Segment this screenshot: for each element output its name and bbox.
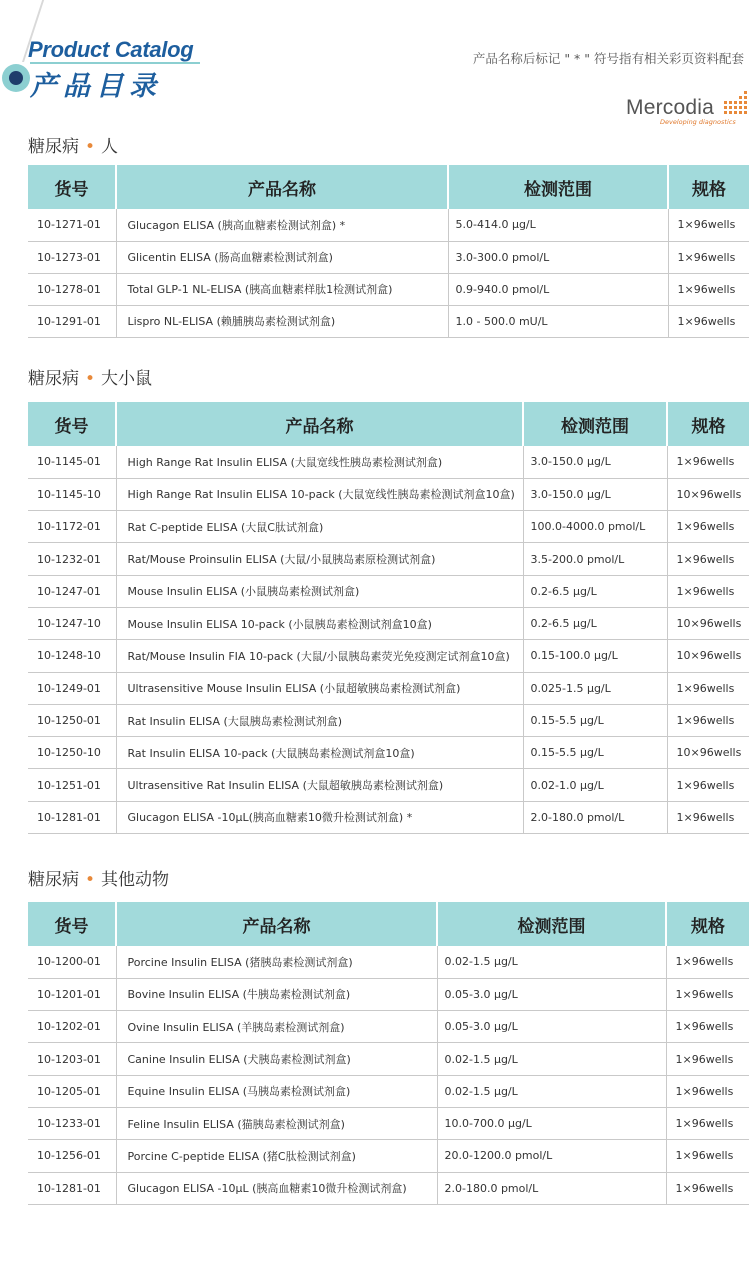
detection-range: 0.025-1.5 μg/L xyxy=(523,672,667,704)
table-row xyxy=(28,737,749,769)
table-row xyxy=(28,209,749,241)
brand-dot xyxy=(739,111,742,114)
product-name: Mouse Insulin ELISA (小鼠胰岛素检测试剂盒) xyxy=(116,575,523,607)
catalog-number: 10-1172-01 xyxy=(28,511,116,543)
package-size: 1×96wells xyxy=(668,209,749,241)
table-row xyxy=(28,511,749,543)
table-row xyxy=(28,1075,749,1107)
table-row xyxy=(28,978,749,1010)
catalog-number: 10-1278-01 xyxy=(28,273,116,305)
product-name: Equine Insulin ELISA (马胰岛素检测试剂盒) xyxy=(116,1075,437,1107)
product-name: Glucagon ELISA (胰高血糖素检测试剂盒) * xyxy=(116,209,448,241)
orange-dot-icon: • xyxy=(85,870,96,890)
package-size: 1×96wells xyxy=(666,1043,749,1075)
catalog-number: 10-1249-01 xyxy=(28,672,116,704)
package-size: 1×96wells xyxy=(667,704,749,736)
product-name: Rat Insulin ELISA (大鼠胰岛素检测试剂盒) xyxy=(116,704,523,736)
column-header-name: 产品名称 xyxy=(116,402,523,446)
brand-dot xyxy=(724,106,727,109)
package-size: 10×96wells xyxy=(667,737,749,769)
column-header-name: 产品名称 xyxy=(116,902,437,946)
brand-dot xyxy=(729,111,732,114)
table-row xyxy=(28,241,749,273)
brand-dot xyxy=(744,91,747,94)
orange-dot-icon: • xyxy=(85,137,96,157)
detection-range: 2.0-180.0 pmol/L xyxy=(437,1172,666,1204)
catalog-number: 10-1251-01 xyxy=(28,769,116,801)
package-size: 10×96wells xyxy=(667,607,749,639)
detection-range: 3.0-150.0 μg/L xyxy=(523,446,667,478)
brand-dot xyxy=(739,96,742,99)
package-size: 1×96wells xyxy=(666,1075,749,1107)
section-title-human xyxy=(28,132,118,157)
detection-range: 10.0-700.0 μg/L xyxy=(437,1107,666,1139)
package-size: 1×96wells xyxy=(668,241,749,273)
page-title-english: Product Catalog xyxy=(28,37,194,62)
section-category: 糖尿病 xyxy=(28,137,79,157)
brand-dot xyxy=(729,106,732,109)
detection-range: 100.0-4000.0 pmol/L xyxy=(523,511,667,543)
column-header-no: 货号 xyxy=(28,165,116,209)
brand-dot xyxy=(734,101,737,104)
brand-dot xyxy=(739,101,742,104)
detection-range: 0.15-5.5 μg/L xyxy=(523,737,667,769)
brand-dot xyxy=(744,106,747,109)
table-row xyxy=(28,1172,749,1204)
table-row xyxy=(28,543,749,575)
catalog-number: 10-1232-01 xyxy=(28,543,116,575)
table-row xyxy=(28,607,749,639)
page-title-chinese: 产品目录 xyxy=(30,71,162,102)
package-size: 1×96wells xyxy=(667,672,749,704)
table-row xyxy=(28,273,749,305)
detection-range: 1.0 - 500.0 mU/L xyxy=(448,305,668,337)
table-row xyxy=(28,1043,749,1075)
table-row xyxy=(28,1140,749,1172)
product-name: Glucagon ELISA -10μL(胰高血糖素10微升检测试剂盒) * xyxy=(116,801,523,833)
brand-dot xyxy=(729,101,732,104)
product-name: Total GLP-1 NL-ELISA (胰高血糖素样肽1检测试剂盒) xyxy=(116,273,448,305)
package-size: 1×96wells xyxy=(667,511,749,543)
table-row xyxy=(28,704,749,736)
detection-range: 0.02-1.0 μg/L xyxy=(523,769,667,801)
package-size: 1×96wells xyxy=(666,1172,749,1204)
product-name: Mouse Insulin ELISA 10-pack (小鼠胰岛素检测试剂盒10盒) xyxy=(116,607,523,639)
detection-range: 0.02-1.5 μg/L xyxy=(437,1043,666,1075)
catalog-number: 10-1145-01 xyxy=(28,446,116,478)
detection-range: 2.0-180.0 pmol/L xyxy=(523,801,667,833)
detection-range: 0.02-1.5 μg/L xyxy=(437,1075,666,1107)
package-size: 1×96wells xyxy=(667,575,749,607)
package-size: 1×96wells xyxy=(666,1107,749,1139)
table-row xyxy=(28,446,749,478)
product-name: Glucagon ELISA -10μL (胰高血糖素10微升检测试剂盒) xyxy=(116,1172,437,1204)
column-header-range: 检测范围 xyxy=(523,402,667,446)
product-name: Glicentin ELISA (肠高血糖素检测试剂盒) xyxy=(116,241,448,273)
catalog-number: 10-1281-01 xyxy=(28,1172,116,1204)
product-name: Ovine Insulin ELISA (羊胰岛素检测试剂盒) xyxy=(116,1011,437,1043)
package-size: 10×96wells xyxy=(667,478,749,510)
catalog-number: 10-1250-01 xyxy=(28,704,116,736)
product-name: High Range Rat Insulin ELISA 10-pack (大鼠宽线性胰岛素检测试剂盒10盒) xyxy=(116,478,523,510)
table-header-row xyxy=(28,902,749,946)
detection-range: 0.2-6.5 μg/L xyxy=(523,575,667,607)
product-name: Bovine Insulin ELISA (牛胰岛素检测试剂盒) xyxy=(116,978,437,1010)
brand-dot xyxy=(744,101,747,104)
table-row xyxy=(28,1107,749,1139)
detection-range: 0.9-940.0 pmol/L xyxy=(448,273,668,305)
product-name: Porcine Insulin ELISA (猪胰岛素检测试剂盒) xyxy=(116,946,437,978)
product-name: Lispro NL-ELISA (赖脯胰岛素检测试剂盒) xyxy=(116,305,448,337)
table-header-row xyxy=(28,165,749,209)
brand-dot xyxy=(744,96,747,99)
column-header-spec: 规格 xyxy=(668,165,749,209)
package-size: 1×96wells xyxy=(666,1140,749,1172)
column-header-spec: 规格 xyxy=(667,402,749,446)
table-row xyxy=(28,305,749,337)
brand-dots-icon xyxy=(724,91,748,113)
bullet-circle-inner-icon xyxy=(9,71,23,85)
detection-range: 0.15-5.5 μg/L xyxy=(523,704,667,736)
section-title-rat-mouse xyxy=(28,364,152,389)
package-size: 1×96wells xyxy=(668,305,749,337)
product-name: Porcine C-peptide ELISA (猪C肽检测试剂盒) xyxy=(116,1140,437,1172)
detection-range: 0.2-6.5 μg/L xyxy=(523,607,667,639)
product-table-other-animals xyxy=(28,902,749,1205)
product-name: Canine Insulin ELISA (犬胰岛素检测试剂盒) xyxy=(116,1043,437,1075)
brand-dot xyxy=(724,111,727,114)
detection-range: 0.05-3.0 μg/L xyxy=(437,1011,666,1043)
table-row xyxy=(28,672,749,704)
product-table-rat-mouse xyxy=(28,402,749,834)
package-size: 1×96wells xyxy=(667,801,749,833)
catalog-number: 10-1200-01 xyxy=(28,946,116,978)
product-name: Rat Insulin ELISA 10-pack (大鼠胰岛素检测试剂盒10盒) xyxy=(116,737,523,769)
table-row xyxy=(28,801,749,833)
catalog-header xyxy=(0,0,750,130)
catalog-number: 10-1248-10 xyxy=(28,640,116,672)
catalog-number: 10-1281-01 xyxy=(28,801,116,833)
product-name: Ultrasensitive Mouse Insulin ELISA (小鼠超敏胰岛素检测试剂盒) xyxy=(116,672,523,704)
product-name: Rat/Mouse Insulin FIA 10-pack (大鼠/小鼠胰岛素荧光免疫测定试剂盒10盒) xyxy=(116,640,523,672)
detection-range: 20.0-1200.0 pmol/L xyxy=(437,1140,666,1172)
catalog-number: 10-1202-01 xyxy=(28,1011,116,1043)
column-header-spec: 规格 xyxy=(666,902,749,946)
section-category: 糖尿病 xyxy=(28,369,79,389)
column-header-name: 产品名称 xyxy=(116,165,448,209)
section-title-other-animals xyxy=(28,865,169,890)
catalog-number: 10-1250-10 xyxy=(28,737,116,769)
section-species: 大小鼠 xyxy=(101,369,153,389)
brand-dot xyxy=(734,106,737,109)
table-row xyxy=(28,575,749,607)
catalog-number: 10-1271-01 xyxy=(28,209,116,241)
package-size: 1×96wells xyxy=(667,543,749,575)
table-row xyxy=(28,1011,749,1043)
detection-range: 3.5-200.0 pmol/L xyxy=(523,543,667,575)
column-header-range: 检测范围 xyxy=(437,902,666,946)
column-header-range: 检测范围 xyxy=(448,165,668,209)
product-name: Feline Insulin ELISA (猫胰岛素检测试剂盒) xyxy=(116,1107,437,1139)
orange-dot-icon: • xyxy=(85,369,96,389)
package-size: 1×96wells xyxy=(668,273,749,305)
brand-dot xyxy=(724,101,727,104)
catalog-number: 10-1201-01 xyxy=(28,978,116,1010)
package-size: 1×96wells xyxy=(667,446,749,478)
package-size: 1×96wells xyxy=(666,978,749,1010)
catalog-number: 10-1205-01 xyxy=(28,1075,116,1107)
table-row xyxy=(28,946,749,978)
detection-range: 0.02-1.5 μg/L xyxy=(437,946,666,978)
package-size: 1×96wells xyxy=(666,946,749,978)
table-row xyxy=(28,640,749,672)
column-header-no: 货号 xyxy=(28,902,116,946)
product-name: High Range Rat Insulin ELISA (大鼠宽线性胰岛素检测试剂盒) xyxy=(116,446,523,478)
section-species: 人 xyxy=(101,137,119,157)
catalog-number: 10-1247-10 xyxy=(28,607,116,639)
package-size: 1×96wells xyxy=(667,769,749,801)
detection-range: 3.0-150.0 μg/L xyxy=(523,478,667,510)
detection-range: 3.0-300.0 pmol/L xyxy=(448,241,668,273)
section-category: 糖尿病 xyxy=(28,870,79,890)
brand-dot xyxy=(739,106,742,109)
catalog-number: 10-1247-01 xyxy=(28,575,116,607)
catalog-number: 10-1203-01 xyxy=(28,1043,116,1075)
catalog-number: 10-1256-01 xyxy=(28,1140,116,1172)
package-size: 1×96wells xyxy=(666,1011,749,1043)
brand-dot xyxy=(744,111,747,114)
product-name: Rat C-peptide ELISA (大鼠C肽试剂盒) xyxy=(116,511,523,543)
detection-range: 0.05-3.0 μg/L xyxy=(437,978,666,1010)
brand-logo-text: Mercodia xyxy=(626,96,714,119)
catalog-number: 10-1291-01 xyxy=(28,305,116,337)
asterisk-note: 产品名称后标记 " * " 符号指有相关彩页资料配套 xyxy=(472,51,744,66)
table-row xyxy=(28,769,749,801)
catalog-number: 10-1273-01 xyxy=(28,241,116,273)
catalog-number: 10-1233-01 xyxy=(28,1107,116,1139)
brand-tagline: Developing diagnostics xyxy=(660,118,736,126)
detection-range: 5.0-414.0 μg/L xyxy=(448,209,668,241)
column-header-no: 货号 xyxy=(28,402,116,446)
table-header-row xyxy=(28,402,749,446)
product-table-human xyxy=(28,165,749,338)
detection-range: 0.15-100.0 μg/L xyxy=(523,640,667,672)
table-row xyxy=(28,478,749,510)
catalog-number: 10-1145-10 xyxy=(28,478,116,510)
product-name: Rat/Mouse Proinsulin ELISA (大鼠/小鼠胰岛素原检测试剂盒) xyxy=(116,543,523,575)
product-name: Ultrasensitive Rat Insulin ELISA (大鼠超敏胰岛素检测试剂盒) xyxy=(116,769,523,801)
package-size: 10×96wells xyxy=(667,640,749,672)
section-species: 其他动物 xyxy=(101,870,170,890)
brand-dot xyxy=(734,111,737,114)
